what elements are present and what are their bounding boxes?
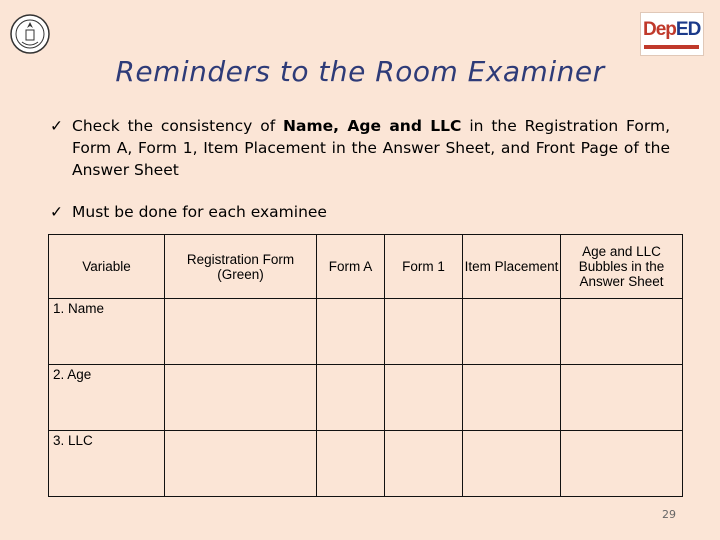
table-row	[49, 299, 683, 365]
table-cell	[385, 431, 463, 497]
slide-title: Reminders to the Room Examiner	[115, 55, 605, 88]
deped-logo-text-dep: Dep	[643, 19, 676, 40]
table-cell	[165, 365, 317, 431]
header-answer-sheet-bubbles: Age and LLC Bubbles in the Answer Sheet	[561, 235, 683, 299]
deped-logo	[640, 12, 704, 56]
table-header-row	[49, 235, 683, 299]
table-cell	[385, 365, 463, 431]
table-cell	[317, 431, 385, 497]
header-item-placement: Item Placement	[463, 235, 561, 299]
row-label-name: 1. Name	[49, 299, 165, 365]
deped-logo-text-ed: ED	[675, 19, 701, 40]
reminder-bullet-2	[50, 201, 680, 225]
table-cell	[385, 299, 463, 365]
header-variable: Variable	[49, 235, 165, 299]
row-label-age: 2. Age	[49, 365, 165, 431]
check-icon: ✓	[50, 203, 63, 221]
table-cell	[317, 365, 385, 431]
row-label-llc: 3. LLC	[49, 431, 165, 497]
table-cell	[165, 431, 317, 497]
table-cell	[463, 365, 561, 431]
table-row	[49, 431, 683, 497]
reminder-bullet-1	[50, 115, 680, 185]
header-registration-form: Registration Form (Green)	[165, 235, 317, 299]
table-cell	[463, 299, 561, 365]
header-form-a: Form A	[317, 235, 385, 299]
school-seal-logo	[10, 12, 50, 56]
checklist-table	[48, 234, 683, 497]
table-cell	[561, 299, 683, 365]
table-cell	[463, 431, 561, 497]
header-form-1: Form 1	[385, 235, 463, 299]
table-cell	[317, 299, 385, 365]
reminder-text-1: Check the consistency of Name, Age and LLC in the Registration Form, Form A, Form 1, Item Placement in the Answer Sheet, and Front Page of the Answer Sheet	[72, 117, 671, 179]
table-cell	[165, 299, 317, 365]
reminder-text-2: Must be done for each examinee	[72, 203, 327, 221]
table-row	[49, 365, 683, 431]
page-number: 29	[662, 508, 676, 521]
table-cell	[561, 431, 683, 497]
table-cell	[561, 365, 683, 431]
check-icon: ✓	[50, 117, 63, 135]
